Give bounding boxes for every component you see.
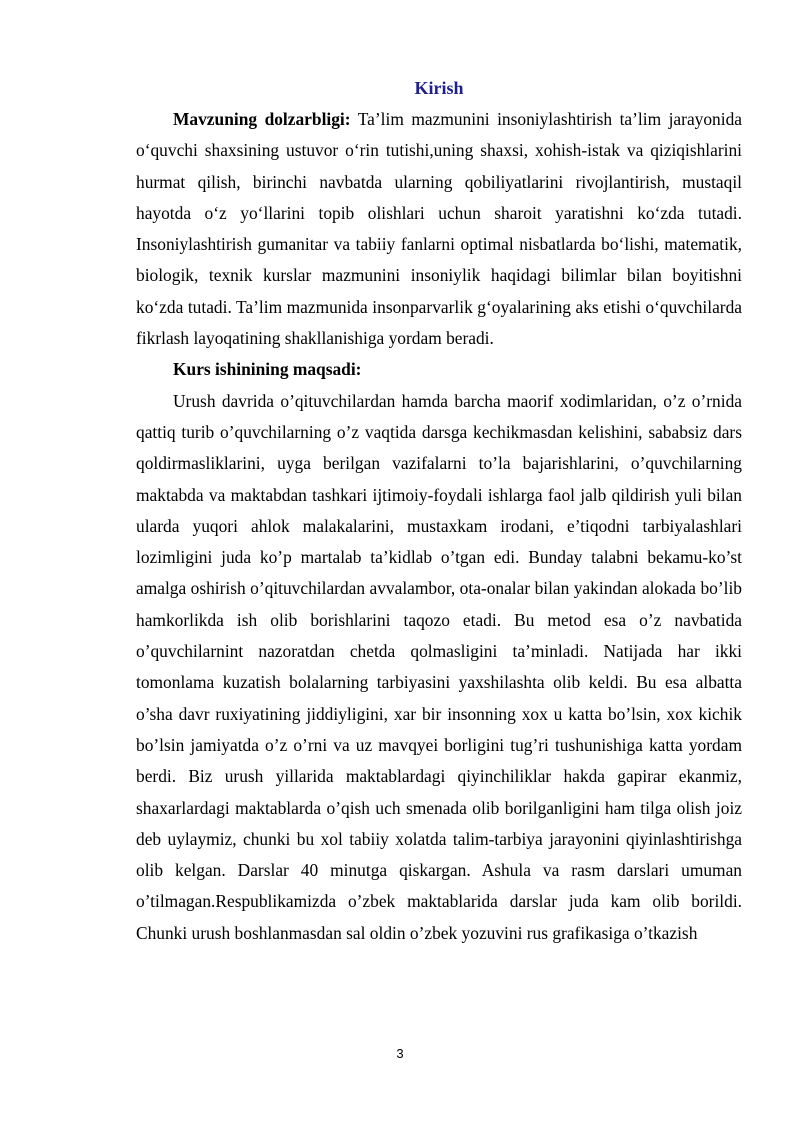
paragraph-relevance: [136, 104, 742, 354]
document-title: Kirish: [414, 78, 464, 98]
paragraph-goal: Urush davrida o’qituvchilardan hamda barcha maorif xodimlaridan, o’z o’rnida qattiq turib o’quvchilarning o’z vaqtida darsga kechikmasdan kelishini, sababsiz dars qoldirmasliklarini, uyga berilgan vazifalarni to’la bajarishlarini, o’quvchilarning maktabda va maktabdan tashkari ijtimoiy-foydali ishlarga faol jalb qildirish yuli bilan ularda yuqori ahlok malakalarini, mustaxkam irodani, e’tiqodni tarbiyalashlari lozimligini juda ko’p martalab ta’kidlab o’tgan edi. Bunday talabni bekamu-ko’st amalga oshirish o’qituvchilardan avvalambor, ota-onalar bilan yakindan alokada bo’lib hamkorlikda ish olib borishlarini taqozo etadi. Bu metod esa o’z navbatida o’quvchilarnint nazoratdan chetda qolmasligini ta’minladi. Natijada har ikki tomonlama kuzatish bolalarning tarbiyasini yaxshilashta olib keldi. Bu esa albatta o’sha davr ruxiyatining jiddiyligini, xar bir insonning xox u katta bo’lsin, xox kichik bo’lsin jamiyatda o’z o’rni va uz mavqyei borligini tug’ri tushunishiga katta yordam berdi. Biz urush yillarida maktablardagi qiyinchiliklar hakda gapirar ekanmiz, shaxarlardagi maktablarda o’qish uch smenada olib borilganligini ham tilga olish joiz deb uylaymiz, chunki bu xol tabiiy xolatda talim-tarbiya jarayonini qiyinlashtirishga olib kelgan. Darslar 40 minutga qiskargan. Ashula va rasm darslari umuman o’tilmagan.Respublikamizda o’zbek maktablarida darslar juda kam olib borildi. Chunki urush boshlanmasdan sal oldin o’zbek yozuvini rus grafikasiga o’tkazish: [136, 390, 742, 943]
document-page: [136, 72, 742, 949]
section-heading-goal: Kurs ishinining maqsadi:: [173, 359, 362, 380]
relevance-lead: Mavzuning dolzarbligi:: [173, 109, 351, 129]
relevance-text: Ta’lim mazmunini insoniylashtirish ta’lim jarayonida o‘quvchi shaxsining ustuvor o‘rin tutishi,uning shaxsi, xohish-istak va qiziqishlarini hurmat qilish, birinchi navbatda ularning qobiliyatlarini rivojlantirish, mustaqil hayotda o‘z yo‘llarini topib olishlari uchun sharoit yaratishni ko‘zda tutadi. Insoniylashtirish gumanitar va tabiiy fanlarni optimal nisbatlarda bo‘lishi, matematik, biologik, texnik kurslar mazmunini insoniylik haqidagi bilimlar bilan boyitishni ko‘zda tutadi. Ta’lim mazmunida insonparvarlik g‘oyalarining aks etishi o‘quvchilarda fikrlash layoqatining shakllanishiga yordam beradi.: [136, 109, 742, 349]
page-number: 3: [396, 1046, 404, 1061]
